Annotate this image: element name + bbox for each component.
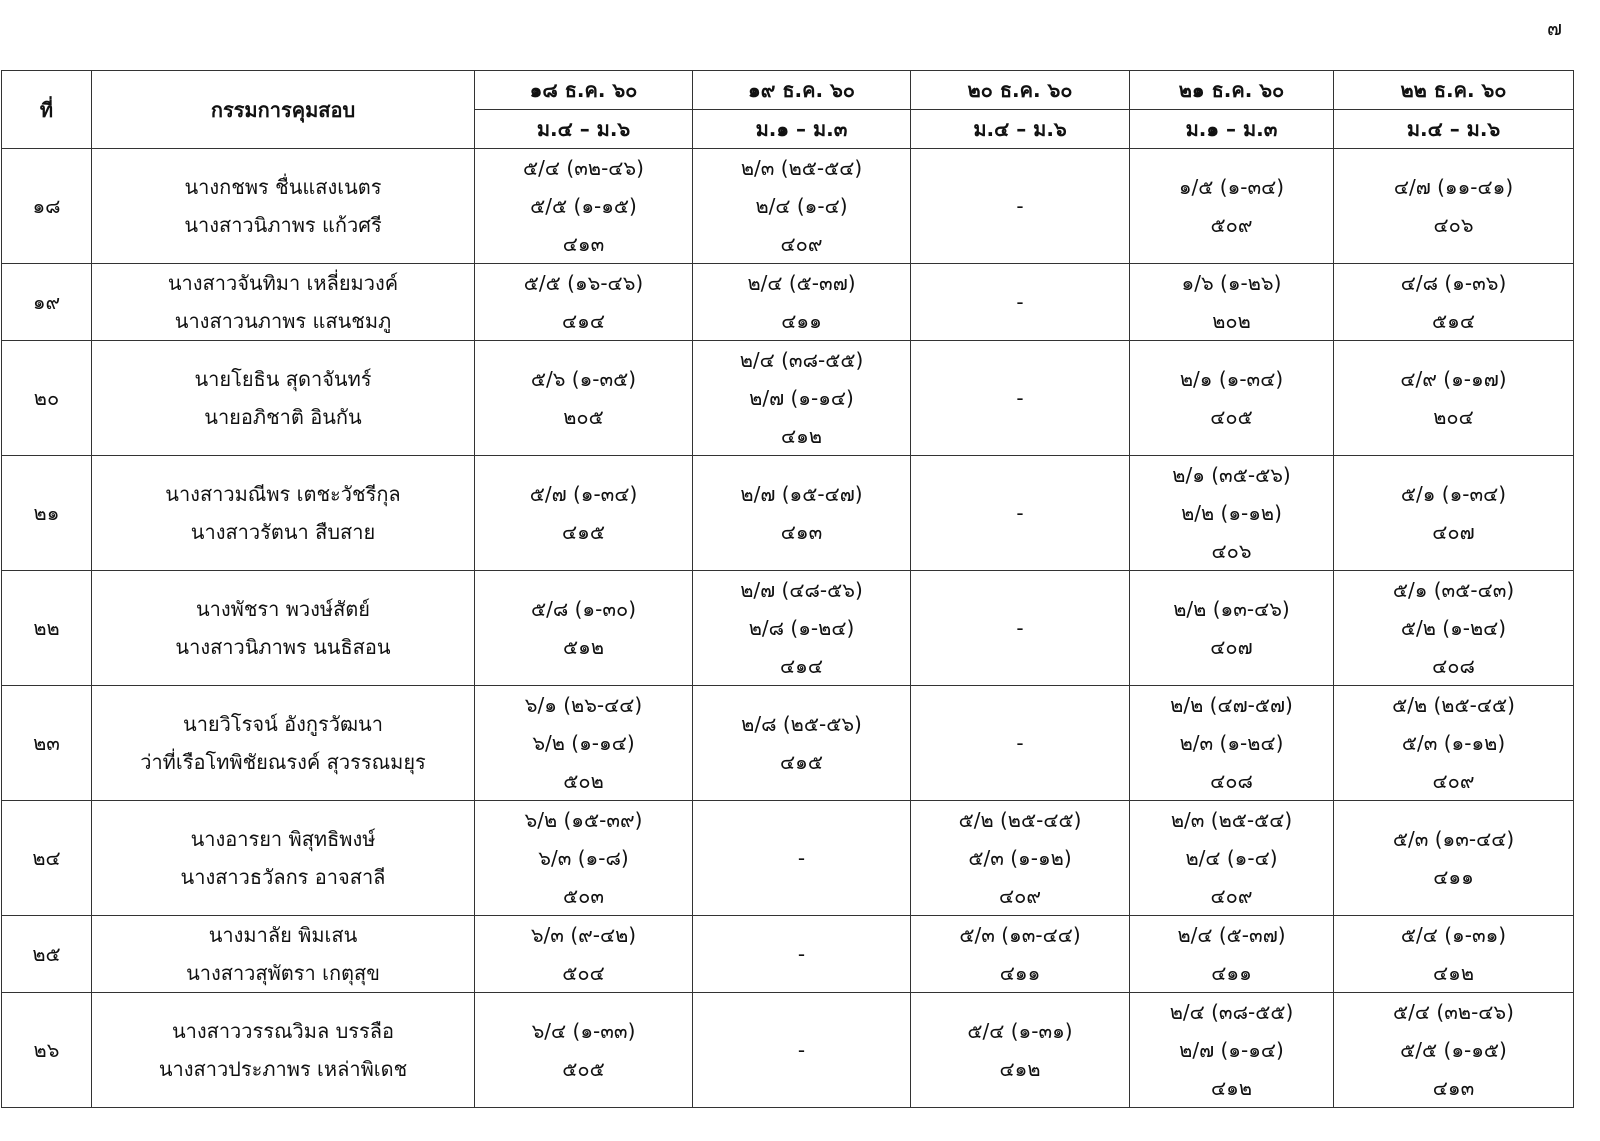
schedule-cell-line: ๔๐๗ xyxy=(1432,520,1475,544)
schedule-cell-line: ๒/๗ (๑-๑๔) xyxy=(749,386,854,410)
schedule-cell-line: ๒/๒ (๑-๑๒) xyxy=(1181,501,1282,525)
row-number: ๒๓ xyxy=(2,686,92,801)
schedule-cell-line: ๕๑๒ xyxy=(562,635,604,659)
schedule-cell-day-1 xyxy=(475,916,693,993)
schedule-cell-line: ๒/๔ (๕-๓๗) xyxy=(747,271,856,295)
schedule-cell-day-1 xyxy=(475,571,693,686)
schedule-cell-line: ๔๑๔ xyxy=(780,654,823,678)
schedule-cell-line: ๔๑๓ xyxy=(780,520,823,544)
schedule-cell-line: ๔๑๓ xyxy=(1432,1076,1475,1100)
table-row xyxy=(2,801,1574,916)
schedule-cell-line: ๒/๒ (๑๓-๔๖) xyxy=(1173,597,1290,621)
schedule-cell-line: ๕/๓ (๑๓-๔๔) xyxy=(959,923,1081,947)
row-number: ๒๐ xyxy=(2,341,92,456)
schedule-cell-line: ๖/๓ (๙-๔๒) xyxy=(530,923,637,947)
header-grade-2: ม.๑ – ม.๓ xyxy=(693,110,911,149)
schedule-cell-line: ๕๐๕ xyxy=(562,1057,605,1081)
schedule-cell-line: ๔๐๙ xyxy=(1210,884,1253,908)
committee-member-name: นางสาวสุพัตรา เกตุสุข xyxy=(186,961,380,985)
header-date-1: ๑๘ ธ.ค. ๖๐ xyxy=(475,71,693,110)
schedule-cell-day-1 xyxy=(475,341,693,456)
schedule-cell-line: ๕๐๔ xyxy=(562,961,605,985)
schedule-cell-line: - xyxy=(797,1038,806,1062)
header-grade-5: ม.๔ – ม.๖ xyxy=(1334,110,1574,149)
schedule-cell-line: ๔๐๖ xyxy=(1433,213,1474,237)
schedule-cell-line: ๕/๗ (๑-๓๔) xyxy=(529,482,638,506)
schedule-cell-day-1 xyxy=(475,801,693,916)
row-number: ๑๙ xyxy=(2,264,92,341)
row-number: ๒๑ xyxy=(2,456,92,571)
schedule-cell-day-1 xyxy=(475,456,693,571)
committee-names xyxy=(92,341,475,456)
exam-proctor-schedule-table xyxy=(1,70,1574,1108)
schedule-cell-line: ๖/๑ (๒๖-๔๔) xyxy=(524,693,643,717)
schedule-cell-line: ๔๑๔ xyxy=(562,309,605,333)
schedule-cell-line: ๕/๒ (๑-๒๔) xyxy=(1400,616,1507,640)
schedule-cell-line: ๒/๓ (๒๕-๕๔) xyxy=(740,156,863,180)
schedule-cell-line: ๔/๗ (๑๑-๔๑) xyxy=(1393,175,1514,199)
schedule-cell-line: ๔๑๒ xyxy=(1432,961,1474,985)
table-body xyxy=(2,149,1574,1108)
schedule-cell-line: ๔๐๘ xyxy=(1432,654,1475,678)
schedule-cell-day-4 xyxy=(1130,571,1334,686)
schedule-cell-line: ๒/๔ (๓๘-๕๕) xyxy=(1169,1000,1294,1024)
schedule-cell-line: ๖/๔ (๑-๓๓) xyxy=(531,1019,636,1043)
schedule-cell-line: ๕๐๓ xyxy=(562,884,604,908)
schedule-cell-line: ๔๐๙ xyxy=(999,884,1041,908)
schedule-cell-line: ๔๑๒ xyxy=(1210,1076,1252,1100)
schedule-cell-day-5 xyxy=(1334,916,1574,993)
committee-member-name: นางมาลัย พิมเสน xyxy=(208,923,358,947)
schedule-cell-line: ๕/๒ (๒๕-๔๕) xyxy=(958,808,1082,832)
schedule-cell-line: ๔๐๖ xyxy=(1211,539,1252,563)
schedule-cell-line: ๒๐๔ xyxy=(1433,405,1474,429)
schedule-cell-day-4 xyxy=(1130,456,1334,571)
schedule-cell-line: - xyxy=(797,942,806,966)
committee-names xyxy=(92,801,475,916)
schedule-cell-line: ๒/๔ (๑-๔) xyxy=(755,194,848,218)
schedule-cell-line: ๔๐๘ xyxy=(1210,769,1253,793)
table-header xyxy=(2,71,1574,149)
header-grade-1: ม.๔ – ม.๖ xyxy=(475,110,693,149)
schedule-cell-day-2 xyxy=(693,571,911,686)
schedule-cell-line: ๕๐๒ xyxy=(563,769,604,793)
committee-names xyxy=(92,571,475,686)
committee-member-name: นางสาวธวัลกร อาจสาลี xyxy=(180,865,386,889)
schedule-cell-line: ๖/๒ (๑๕-๓๙) xyxy=(524,808,643,832)
schedule-cell-line: ๒/๒ (๔๗-๕๗) xyxy=(1170,693,1293,717)
committee-member-name: นางสาววรรณวิมล บรรลือ xyxy=(171,1019,395,1043)
schedule-cell-day-5 xyxy=(1334,341,1574,456)
schedule-cell-day-3 xyxy=(911,686,1130,801)
schedule-cell-line: ๕/๔ (๑-๓๑) xyxy=(967,1019,1073,1043)
schedule-cell-line: ๔๑๓ xyxy=(562,232,605,256)
schedule-cell-line: ๒/๑ (๓๕-๕๖) xyxy=(1172,463,1291,487)
schedule-cell-day-3 xyxy=(911,149,1130,264)
schedule-cell-day-1 xyxy=(475,993,693,1108)
schedule-cell-line: ๕/๓ (๑-๑๒) xyxy=(968,846,1072,870)
committee-member-name: นายวิโรจน์ อังกูรวัฒนา xyxy=(183,712,383,736)
schedule-cell-line: ๔๐๗ xyxy=(1210,635,1253,659)
schedule-cell-day-3 xyxy=(911,341,1130,456)
schedule-cell-line: ๕/๓ (๑-๑๒) xyxy=(1401,731,1506,755)
table-row xyxy=(2,571,1574,686)
schedule-cell-line: ๔๑๑ xyxy=(1211,961,1252,985)
schedule-cell-line: ๑/๕ (๑-๓๔) xyxy=(1178,175,1285,199)
schedule-cell-day-5 xyxy=(1334,149,1574,264)
schedule-cell-line: - xyxy=(797,846,806,870)
header-date-3: ๒๐ ธ.ค. ๖๐ xyxy=(911,71,1130,110)
table-row xyxy=(2,686,1574,801)
schedule-cell-line: ๔๐๙ xyxy=(780,232,823,256)
header-date-5: ๒๒ ธ.ค. ๖๐ xyxy=(1334,71,1574,110)
schedule-cell-day-5 xyxy=(1334,264,1574,341)
schedule-cell-line: ๒/๘ (๑-๒๔) xyxy=(748,616,855,640)
schedule-cell-day-2 xyxy=(693,993,911,1108)
schedule-cell-line: ๔๑๒ xyxy=(780,424,822,448)
schedule-cell-line: ๕๐๙ xyxy=(1210,213,1253,237)
schedule-cell-line: ๕/๑ (๑-๓๔) xyxy=(1400,482,1507,506)
committee-names xyxy=(92,916,475,993)
committee-member-name: นายโยธิน สุดาจันทร์ xyxy=(194,367,372,391)
schedule-cell-line: ๒/๓ (๑-๒๔) xyxy=(1179,731,1284,755)
schedule-cell-day-3 xyxy=(911,456,1130,571)
committee-member-name: นางพัชรา พวงษ์สัตย์ xyxy=(195,597,371,621)
table-row xyxy=(2,993,1574,1108)
committee-member-name: นางสาวจันทิมา เหลี่ยมวงค์ xyxy=(167,271,399,295)
schedule-cell-day-5 xyxy=(1334,993,1574,1108)
schedule-cell-line: ๒๐๕ xyxy=(563,405,604,429)
committee-member-name: ว่าที่เรือโทพิชัยณรงค์ สุวรรณมยุร xyxy=(140,750,426,774)
schedule-cell-line: ๔๐๙ xyxy=(1432,769,1475,793)
schedule-cell-line: ๒/๘ (๒๕-๕๖) xyxy=(741,712,862,736)
row-number: ๒๕ xyxy=(2,916,92,993)
committee-member-name: นางกชพร ชื่นแสงเนตร xyxy=(184,175,382,199)
schedule-cell-line: - xyxy=(1016,290,1024,314)
schedule-cell-day-3 xyxy=(911,801,1130,916)
schedule-cell-line: ๕/๓ (๑๓-๔๔) xyxy=(1392,827,1515,851)
header-grade-3: ม.๔ – ม.๖ xyxy=(911,110,1130,149)
schedule-cell-day-2 xyxy=(693,916,911,993)
header-row-dates xyxy=(2,71,1574,110)
schedule-cell-line: ๕/๖ (๑-๓๕) xyxy=(530,367,637,391)
table-row xyxy=(2,916,1574,993)
schedule-cell-line: - xyxy=(1016,501,1024,525)
schedule-cell-line: ๕/๔ (๓๒-๔๖) xyxy=(1393,1000,1514,1024)
schedule-cell-line: ๒/๔ (๕-๓๗) xyxy=(1177,923,1286,947)
schedule-cell-line: ๔/๘ (๑-๓๖) xyxy=(1400,271,1507,295)
schedule-cell-line: - xyxy=(1016,616,1024,640)
schedule-cell-line: - xyxy=(1016,731,1024,755)
committee-member-name: นางสาวประภาพร เหล่าพิเดช xyxy=(158,1057,408,1081)
schedule-cell-line: ๕/๒ (๒๕-๔๕) xyxy=(1392,693,1515,717)
schedule-cell-day-1 xyxy=(475,686,693,801)
schedule-cell-line: ๔๑๒ xyxy=(999,1057,1041,1081)
schedule-cell-day-2 xyxy=(693,801,911,916)
schedule-cell-line: ๒/๔ (๓๘-๕๕) xyxy=(739,348,864,372)
table-row xyxy=(2,149,1574,264)
schedule-cell-line: ๖/๓ (๑-๘) xyxy=(538,846,629,870)
schedule-cell-line: ๕/๔ (๑-๓๑) xyxy=(1400,923,1507,947)
committee-names xyxy=(92,149,475,264)
schedule-cell-day-4 xyxy=(1130,801,1334,916)
schedule-cell-day-3 xyxy=(911,571,1130,686)
committee-member-name: นางสาวรัตนา สืบสาย xyxy=(190,520,376,544)
schedule-cell-day-2 xyxy=(693,341,911,456)
page-number: ๗ xyxy=(1546,16,1562,40)
schedule-cell-day-2 xyxy=(693,456,911,571)
schedule-cell-line: ๕/๑ (๓๕-๔๓) xyxy=(1392,578,1515,602)
row-number: ๒๔ xyxy=(2,801,92,916)
row-number: ๒๒ xyxy=(2,571,92,686)
committee-names xyxy=(92,456,475,571)
committee-member-name: นางอารยา พิสุทธิพงษ์ xyxy=(190,827,376,851)
row-number: ๑๘ xyxy=(2,149,92,264)
schedule-cell-line: ๔๑๑ xyxy=(781,309,822,333)
schedule-cell-day-4 xyxy=(1130,916,1334,993)
header-committee: กรรมการคุมสอบ xyxy=(92,71,475,149)
schedule-cell-line: ๒/๓ (๒๕-๕๔) xyxy=(1170,808,1293,832)
schedule-cell-day-3 xyxy=(911,264,1130,341)
schedule-cell-day-5 xyxy=(1334,686,1574,801)
schedule-cell-day-1 xyxy=(475,264,693,341)
schedule-cell-day-4 xyxy=(1130,341,1334,456)
schedule-cell-day-2 xyxy=(693,149,911,264)
committee-member-name: นายอภิชาติ อินกัน xyxy=(204,405,362,429)
schedule-cell-line: ๒/๗ (๔๘-๕๖) xyxy=(740,578,863,602)
schedule-cell-day-5 xyxy=(1334,571,1574,686)
schedule-cell-line: ๕/๕ (๑-๑๕) xyxy=(530,194,637,218)
schedule-cell-line: ๕/๕ (๑๖-๔๖) xyxy=(523,271,644,295)
schedule-cell-line: ๒/๗ (๑๕-๔๗) xyxy=(740,482,863,506)
committee-member-name: นางสาวมณีพร เตชะวัชรีกุล xyxy=(165,482,401,506)
committee-member-name: นางสาวนิภาพร แก้วศรี xyxy=(184,213,382,237)
schedule-cell-line: ๒/๔ (๑-๔) xyxy=(1185,846,1278,870)
header-number: ที่ xyxy=(2,71,92,149)
header-date-4: ๒๑ ธ.ค. ๖๐ xyxy=(1130,71,1334,110)
schedule-cell-line: ๒๐๒ xyxy=(1212,309,1251,333)
committee-member-name: นางสาวนิภาพร นนธิสอน xyxy=(175,635,391,659)
schedule-cell-line: ๔๑๕ xyxy=(780,750,823,774)
committee-names xyxy=(92,686,475,801)
schedule-cell-line: - xyxy=(1016,194,1024,218)
row-number: ๒๖ xyxy=(2,993,92,1108)
schedule-cell-line: - xyxy=(1016,386,1024,410)
committee-member-name: นางสาวนภาพร แสนชมภู xyxy=(174,309,392,333)
table-row xyxy=(2,456,1574,571)
schedule-cell-line: ๔๑๑ xyxy=(1433,865,1474,889)
schedule-cell-day-4 xyxy=(1130,686,1334,801)
schedule-cell-line: ๔๐๕ xyxy=(1210,405,1253,429)
schedule-cell-line: ๒/๑ (๑-๓๔) xyxy=(1179,367,1284,391)
schedule-cell-line: ๕/๔ (๓๒-๔๖) xyxy=(523,156,644,180)
schedule-cell-day-3 xyxy=(911,993,1130,1108)
schedule-cell-line: ๒/๗ (๑-๑๔) xyxy=(1179,1038,1284,1062)
header-date-2: ๑๙ ธ.ค. ๖๐ xyxy=(693,71,911,110)
table-row xyxy=(2,264,1574,341)
schedule-cell-day-1 xyxy=(475,149,693,264)
schedule-cell-day-2 xyxy=(693,686,911,801)
schedule-cell-day-4 xyxy=(1130,264,1334,341)
header-grade-4: ม.๑ – ม.๓ xyxy=(1130,110,1334,149)
schedule-cell-day-2 xyxy=(693,264,911,341)
table-row xyxy=(2,341,1574,456)
schedule-cell-day-4 xyxy=(1130,993,1334,1108)
committee-names xyxy=(92,993,475,1108)
schedule-cell-line: ๕๑๔ xyxy=(1432,309,1475,333)
schedule-cell-day-5 xyxy=(1334,801,1574,916)
schedule-cell-line: ๔/๙ (๑-๑๗) xyxy=(1400,367,1507,391)
schedule-cell-day-3 xyxy=(911,916,1130,993)
committee-names xyxy=(92,264,475,341)
schedule-cell-line: ๕/๕ (๑-๑๕) xyxy=(1400,1038,1507,1062)
schedule-cell-line: ๖/๒ (๑-๑๔) xyxy=(532,731,635,755)
schedule-cell-line: ๕/๘ (๑-๓๐) xyxy=(530,597,637,621)
schedule-cell-line: ๑/๖ (๑-๒๖) xyxy=(1181,271,1282,295)
schedule-cell-day-4 xyxy=(1130,149,1334,264)
schedule-cell-line: ๔๑๕ xyxy=(562,520,605,544)
schedule-cell-line: ๔๑๑ xyxy=(999,961,1041,985)
schedule-cell-day-5 xyxy=(1334,456,1574,571)
